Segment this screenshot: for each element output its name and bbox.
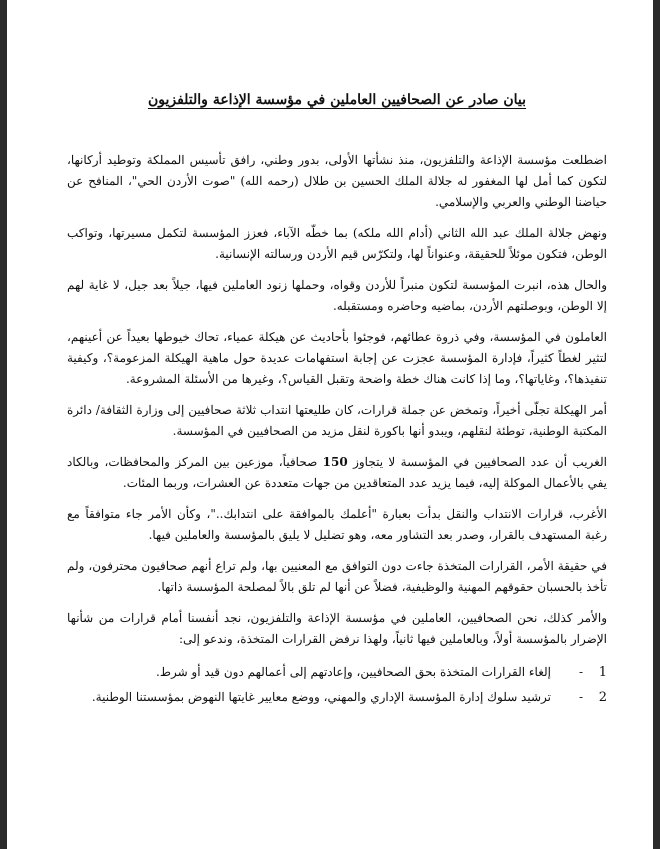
statement-body (67, 150, 607, 710)
demand-number: 1 (598, 665, 607, 680)
paragraph-6-after: صحافياً، موزعين بين المركز والمحافظات، وبالكاد يفي بالأعمال الموكلة إليه، فيما يزيد عدد المتعاقدين من جهات متعددة عن العشرات، وربما المئات. (67, 455, 607, 490)
paragraph-9: والأمر كذلك، نحن الصحافيين، العاملين في مؤسسة الإذاعة والتلفزيون، نجد أنفسنا أمام قرارات من شأنها الإضرار بالمؤسسة أولاً، وبالعاملين فيها ثانياً، ولهذا نرفض القرارات المتخذة، وندعو إلى: (67, 611, 607, 646)
paragraph-2: ونهض جلالة الملك عبد الله الثاني (أدام الله ملكه) بما خطّه الآباء، فعزز المؤسسة لتكمل مسيرتها، وتواكب الوطن، فتكون موئلاً للحقيقة، وعنواناً لها، ولتكرّس قيم الأردن ورسالته الإنسانية. (67, 226, 607, 261)
paragraph-6-before: الغريب أن عدد الصحافيين في المؤسسة لا يتجاوز (353, 455, 607, 469)
paragraph-5: أمر الهيكلة تجلّى أخيراً، وتمخض عن جملة قرارات، كان طليعتها انتداب ثلاثة صحافيين إلى وزارة الثقافة/ دائرة المكتبة الوطنية، توطئة لنقلهم، ويبدو أنها باكورة لنقل مزيد من الصحافيين في المؤسسة. (67, 403, 607, 438)
paragraph-4: العاملون في المؤسسة، وفي ذروة عطائهم، فوجئوا بأحاديث عن هيكلة عمياء، تحاك خيوطها بعيداً عن أعينهم، لتثير لغطاً كثيراً، فإدارة المؤسسة عجزت عن إجابة استفهامات عديدة حول ماهية الهيكلة المزعومة؟، وكيفية تنفيذها؟، وغاياتها؟، وما إذا كانت هناك خطة واضحة وتقبل القياس؟، وغيرها من الأسئلة المشروعة. (67, 330, 607, 386)
document-page (67, 0, 607, 849)
demand-text: إلغاء القرارات المتخذة بحق الصحافيين، وإعادتهم إلى أعمالهم دون قيد أو شرط. (156, 665, 551, 679)
journalist-count: 150 (322, 455, 348, 469)
demand-text: ترشيد سلوك إدارة المؤسسة الإداري والمهني، ووضع معايير غايتها النهوض بمؤسستنا الوطنية. (91, 690, 551, 704)
paragraph-6 (67, 452, 607, 494)
demand-dash: - (578, 665, 583, 679)
statement-title: بيان صادر عن الصحافيين العاملين في مؤسسة الإذاعة والتلفزيون (147, 92, 527, 108)
demands-list (67, 660, 607, 710)
paragraph-1: اضطلعت مؤسسة الإذاعة والتلفزيون، منذ نشأتها الأولى، بدور وطني، رافق تأسيس المملكة وتوطيد أركانها، لتكون كما أمل لها المغفور له جلالة الملك الحسين بن طلال (رحمه الله) "صوت الأردن الحي"، المنافح عن حياضنا الوطني والعربي والإسلامي. (67, 153, 607, 209)
demand-item (67, 660, 607, 685)
paragraph-7: الأغرب، قرارات الانتداب والنقل بدأت بعبارة "أعلمك بالموافقة على انتدابك.."، وكأن الأمر جاء متوافقاً مع رغبة المستهدف بالقرار، وصدر بعد التشاور معه، وهو تضليل لا يليق بالمؤسسة والعاملين فيها. (67, 507, 607, 542)
demand-dash: - (578, 690, 583, 704)
demand-item (67, 685, 607, 710)
paragraph-3: والحال هذه، انبرت المؤسسة لتكون منبراً للأردن وقواه، وحملها زنود العاملين فيها، جيلاً بعد جيل، لا غاية لهم إلا الوطن، وبوصلتهم الأردن، بماضيه وحاضره ومستقبله. (67, 278, 607, 313)
paragraph-8: في حقيقة الأمر، القرارات المتخذة جاءت دون التوافق مع المعنيين بها، ولم تراع أنهم صحافيون محترفون، ولم تأخذ بالحسبان حقوقهم المهنية والوظيفية، فضلاً عن أنها لم تلق بالاً لمصلحة المؤسسة ذاتها. (67, 559, 607, 594)
demand-number: 2 (598, 690, 607, 705)
